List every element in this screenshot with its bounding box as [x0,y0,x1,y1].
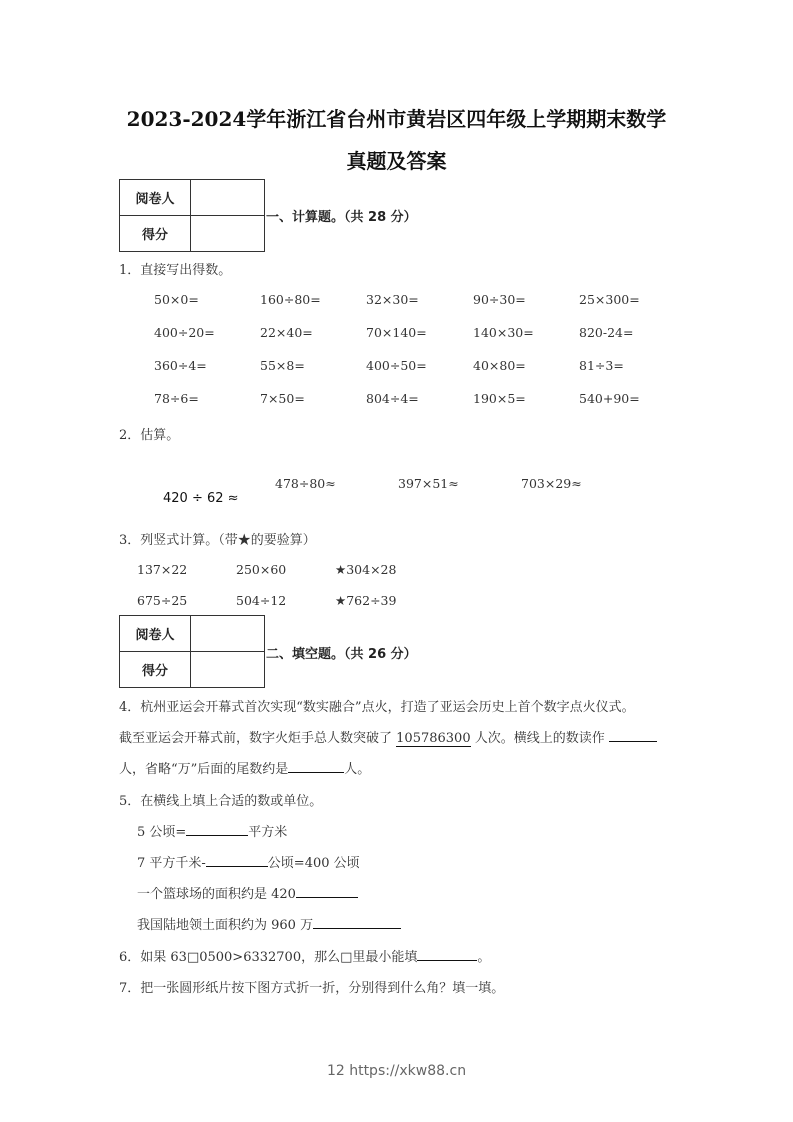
q1-item: 25×300= [579,292,640,307]
q1-item: 804÷4= [366,391,419,406]
q4-line3 [119,758,370,777]
q6-post: 。 [477,950,491,965]
q1-item: 90÷30= [473,292,526,307]
q5-item-pre: 一个篮球场的面积约是 420 [137,887,296,902]
q5-blank[interactable] [186,821,248,836]
q5-item-pre: 7 平方千米- [137,856,206,871]
q1-item: 820-24= [579,325,634,340]
score-label: 得分 [120,652,191,688]
q1-item: 540+90= [579,391,640,406]
q1-item: 70×140= [366,325,427,340]
q5-blank[interactable] [313,914,401,929]
q3-prompt: 3．列竖式计算。（带★的要验算） [119,533,316,548]
score-cell[interactable] [191,216,265,252]
q2-prompt: 2．估算。 [119,428,180,443]
score-cell[interactable] [191,652,265,688]
q3-item: ★762÷39 [335,593,397,608]
q1-item: 22×40= [260,325,313,340]
document-title-line2: 真题及答案 [346,149,447,173]
q1-item: 50×0= [154,292,199,307]
q3-item: 504÷12 [236,593,287,608]
q1-item: 140×30= [473,325,534,340]
q5-item-pre: 5 公顷= [137,825,187,840]
q4-line3-post: 人。 [344,762,371,777]
q1-item: 160÷80= [260,292,321,307]
q5-item-pre: 我国陆地领土面积约为 960 万 [137,918,314,933]
q4-underlined-number: 105786300 [396,731,471,746]
q4-line2 [119,727,657,746]
q5-item-post: 平方米 [248,825,288,840]
section1-heading: 一、计算题。（共 28 分） [266,210,417,225]
q5-blank[interactable] [206,852,268,867]
reviewer-cell[interactable] [191,180,265,216]
q2-item: 420 ÷ 62 ≈ [163,491,239,506]
page-footer: 12 https://xkw88.cn [326,1063,467,1079]
q1-item: 190×5= [473,391,526,406]
q6-pre: 6．如果 63□0500>6332700，那么□里最小能填 [119,950,418,965]
q1-item: 78÷6= [154,391,199,406]
q1-item: 40×80= [473,358,526,373]
q6 [119,946,490,965]
q1-item: 81÷3= [579,358,624,373]
q5-item-post: 公顷=400 公顷 [267,856,360,871]
q4-line3-pre: 人，省略“万”后面的尾数约是 [119,762,289,777]
reviewer-label: 阅卷人 [120,180,191,216]
section2-heading: 二、填空题。（共 26 分） [266,647,417,662]
q5-item [137,914,401,933]
q1-item: 7×50= [260,391,305,406]
q5-item [137,883,358,902]
q5-prompt: 5．在横线上填上合适的数或单位。 [119,794,323,809]
q4-blank-approx[interactable] [288,758,344,773]
q5-blank[interactable] [296,883,358,898]
grader-box-section2 [119,615,265,688]
q1-item: 400÷20= [154,325,215,340]
q5-item [137,852,360,871]
q3-item: ★304×28 [335,562,397,577]
q4-line1: 4．杭州亚运会开幕式首次实现“数实融合”点火，打造了亚运会历史上首个数字点火仪式。 [119,700,635,715]
q1-prompt: 1．直接写出得数。 [119,263,232,278]
q4-blank-reading[interactable] [609,727,657,742]
reviewer-cell[interactable] [191,616,265,652]
score-label: 得分 [120,216,191,252]
reviewer-label: 阅卷人 [120,616,191,652]
q7-prompt: 7．把一张圆形纸片按下图方式折一折，分别得到什么角？填一填。 [119,981,505,996]
q6-blank[interactable] [417,946,477,961]
document-title-line1: 2023-2024学年浙江省台州市黄岩区四年级上学期期末数学 [126,107,667,131]
q4-line2-post: 人次。横线上的数读作 [474,731,605,746]
q1-item: 360÷4= [154,358,207,373]
q3-item: 250×60 [236,562,287,577]
q5-item [137,821,287,840]
q2-item: 397×51≈ [398,476,459,491]
q2-item: 478÷80≈ [275,476,336,491]
q1-item: 400÷50= [366,358,427,373]
grader-box-section1 [119,179,265,252]
q3-item: 137×22 [137,562,188,577]
q2-item: 703×29≈ [521,476,582,491]
q4-line2-pre: 截至亚运会开幕式前，数字火炬手总人数突破了 [119,731,393,746]
q1-item: 32×30= [366,292,419,307]
q3-item: 675÷25 [137,593,188,608]
q1-item: 55×8= [260,358,305,373]
